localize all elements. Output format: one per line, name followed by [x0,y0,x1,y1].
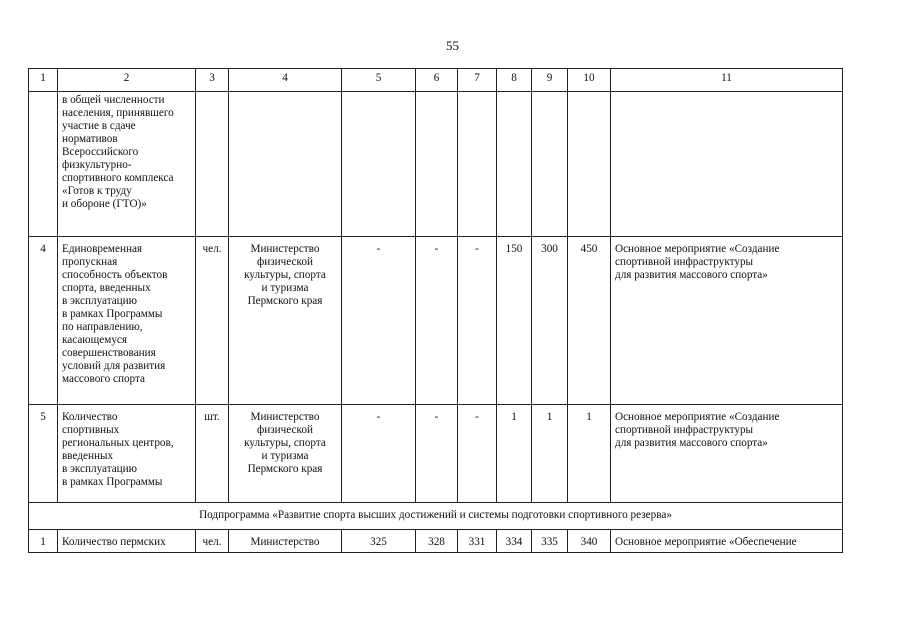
value-col9: 335 [532,530,568,553]
value-col10 [568,92,611,237]
value-col10: 1 [568,405,611,503]
value-col6: 328 [416,530,458,553]
indicator-name: Единовременная пропускная способность объектов спорта, введенных в эксплуатацию в рамках Программы по направлению, касающемуся совершенствования условий для развития массового спорта [58,237,196,405]
indicator-name: Количество спортивных региональных центров, введенных в эксплуатацию в рамках Программы [58,405,196,503]
value-col7: - [458,237,497,405]
value-col5 [342,92,416,237]
value-col10: 450 [568,237,611,405]
value-col6: - [416,405,458,503]
table-row [29,237,843,405]
column-number-row [29,69,843,92]
executor: Министерство физической культуры, спорта и туризма Пермского края [229,405,342,503]
column-header: 2 [58,69,196,92]
value-col5: - [342,405,416,503]
value-col7: 331 [458,530,497,553]
main-event [611,92,843,237]
table-row [29,405,843,503]
row-number [29,92,58,237]
indicator-name: Количество пермских [58,530,196,553]
value-col5: 325 [342,530,416,553]
table-row [29,530,843,553]
value-col9: 300 [532,237,568,405]
column-header: 5 [342,69,416,92]
column-header: 7 [458,69,497,92]
column-header: 3 [196,69,229,92]
value-col9: 1 [532,405,568,503]
main-event: Основное мероприятие «Обеспечение [611,530,843,553]
value-col8 [497,92,532,237]
value-col6: - [416,237,458,405]
value-col9 [532,92,568,237]
value-col7 [458,92,497,237]
executor [229,92,342,237]
unit: чел. [196,237,229,405]
value-col6 [416,92,458,237]
column-header: 6 [416,69,458,92]
value-col8: 1 [497,405,532,503]
main-event: Основное мероприятие «Создание спортивной инфраструктуры для развития массового спорта» [611,405,843,503]
value-col10: 340 [568,530,611,553]
subprogram-title: Подпрограмма «Развитие спорта высших достижений и системы подготовки спортивного резерва» [29,503,843,530]
page-number: 55 [446,38,459,53]
table-row [29,92,843,237]
column-header: 11 [611,69,843,92]
value-col5: - [342,237,416,405]
main-event: Основное мероприятие «Создание спортивной инфраструктуры для развития массового спорта» [611,237,843,405]
unit: шт. [196,405,229,503]
row-number: 5 [29,405,58,503]
executor: Министерство физической культуры, спорта и туризма Пермского края [229,237,342,405]
row-number: 1 [29,530,58,553]
value-col8: 150 [497,237,532,405]
unit [196,92,229,237]
executor: Министерство [229,530,342,553]
value-col7: - [458,405,497,503]
indicators-table [28,68,843,553]
column-header: 9 [532,69,568,92]
row-number: 4 [29,237,58,405]
unit: чел. [196,530,229,553]
value-col8: 334 [497,530,532,553]
column-header: 8 [497,69,532,92]
column-header: 4 [229,69,342,92]
column-header: 10 [568,69,611,92]
column-header: 1 [29,69,58,92]
subprogram-row [29,503,843,530]
indicator-name: в общей численности населения, принявшего участие в сдаче нормативов Всероссийского физкультурно- спортивного комплекса «Готов к труду и обороне (ГТО)» [58,92,196,237]
